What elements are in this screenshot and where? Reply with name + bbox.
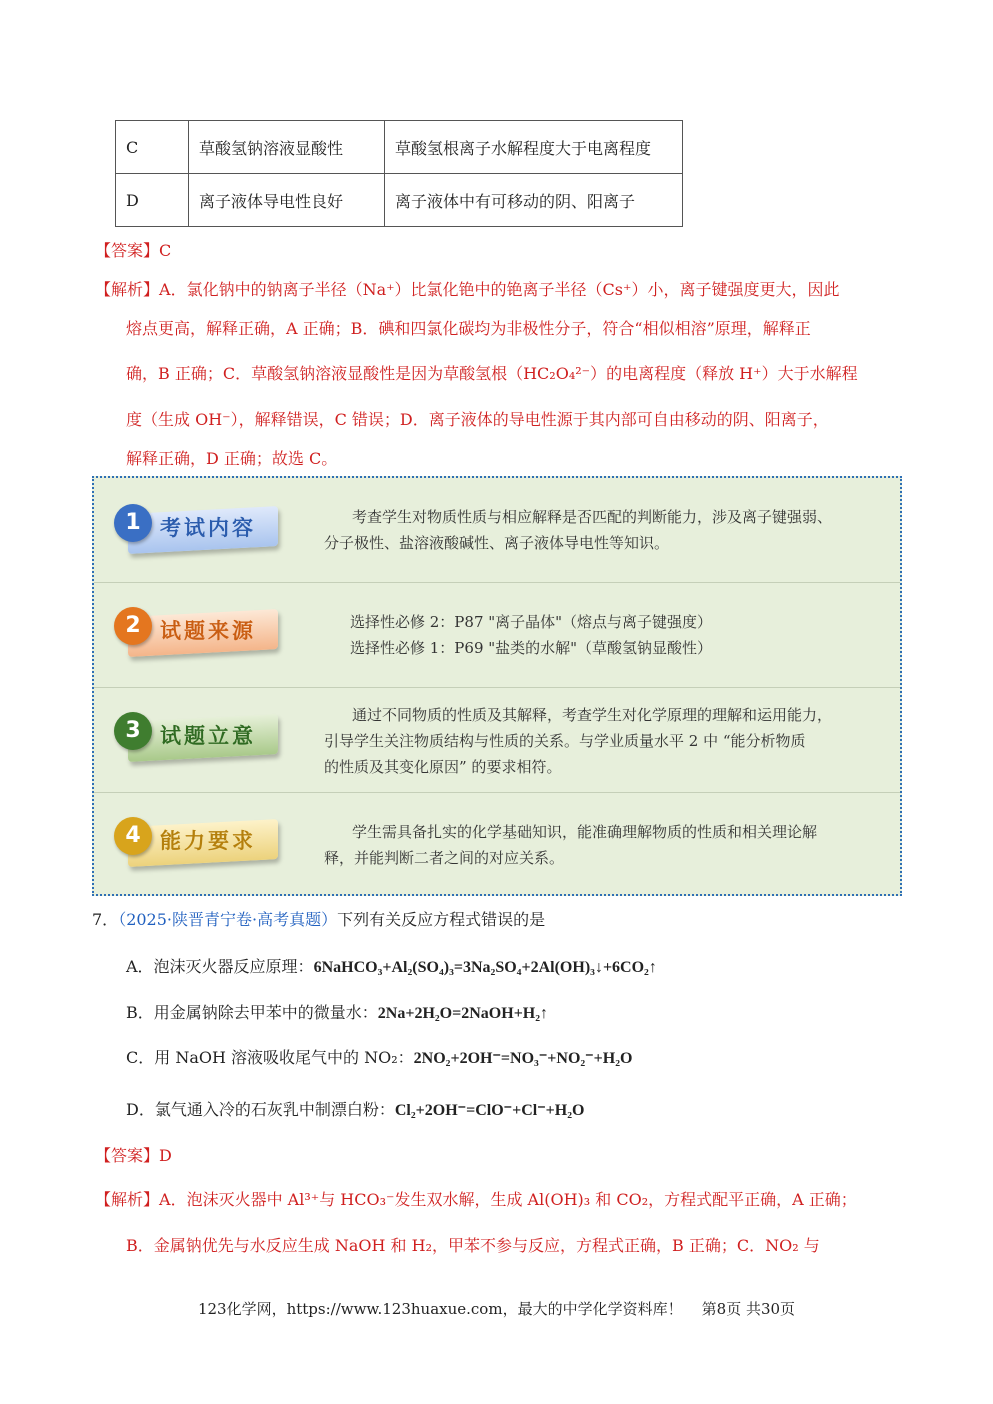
- section-text: 引导学生关注物质结构与性质的关系。与学业质量水平 2 中 “能分析物质 的性质及其变化原因” 的要求相符。: [324, 732, 806, 776]
- section-number: 2: [114, 607, 152, 645]
- section-intent: [94, 687, 900, 793]
- q7-option-c: C．用 NaOH 溶液吸收尾气中的 NO₂：2NO₂+2OH⁻=NO₃⁻+NO₂⁻+H₂O: [126, 1048, 633, 1067]
- footer-site-link[interactable]: 123化学网，https://www.123huaxue.com，最大的中学化学资料库！: [197, 1300, 683, 1318]
- table-cell-fact: 离子液体导电性良好: [189, 174, 385, 227]
- equation: Cl₂+2OH⁻=ClO⁻+Cl⁻+H₂O: [394, 1102, 585, 1119]
- section-badge: [114, 710, 279, 764]
- equation: 2NO₂+2OH⁻=NO₃⁻+NO₂⁻+H₂O: [413, 1050, 633, 1067]
- table-cell-fact: 草酸氢钠溶液显酸性: [189, 121, 385, 174]
- section-number: 3: [114, 712, 152, 750]
- options-table: [115, 120, 683, 227]
- section-text: 分子极性、盐溶液酸碱性、离子液体导电性等知识。: [324, 534, 670, 552]
- page-number: 第8页 共30页: [701, 1300, 796, 1318]
- section-text: 学生需具备扎实的化学基础知识，能准确理解物质的性质和相关理论解: [352, 823, 818, 841]
- section-title: 试题立意: [160, 724, 256, 748]
- q7-option-d: D．氯气通入冷的石灰乳中制漂白粉：Cl₂+2OH⁻=ClO⁻+Cl⁻+H₂O: [126, 1100, 585, 1119]
- section-title: 试题来源: [160, 619, 256, 643]
- q6-analysis-line: 度（生成 OH⁻），解释错误，C 错误；D．离子液体的导电性源于其内部可自由移动的阴、阳离子，: [126, 410, 829, 429]
- section-text: 选择性必修 2：P87 "离子晶体"（熔点与离子键强度） 选择性必修 1：P69 "盐类的水解"（草酸氢钠显酸性）: [350, 613, 713, 657]
- q7-option-b: B．用金属钠除去甲苯中的微量水：2Na+2H₂O=2NaOH+H₂↑: [126, 1003, 549, 1022]
- section-exam-content: [94, 478, 900, 582]
- page-footer: [0, 1298, 993, 1319]
- answer-value: D: [159, 1146, 172, 1165]
- answer-label: 【答案】: [95, 241, 160, 260]
- table-cell-option: D: [116, 174, 189, 227]
- question-number: 7．: [92, 910, 119, 929]
- section-title: 考试内容: [160, 516, 256, 540]
- question-text: 下列有关反应方程式错误的是: [337, 910, 546, 929]
- q7-option-a: A．泡沫灭火器反应原理：6NaHCO₃+Al₂(SO₄)₃=3Na₂SO₄+2Al(OH)₃↓+6CO₂↑: [126, 957, 657, 976]
- section-ability: [94, 792, 900, 895]
- q6-analysis-line: 熔点更高，解释正确，A 正确；B．碘和四氯化碳均为非极性分子，符合“相似相溶”原理，解释正: [126, 319, 811, 338]
- analysis-text: A．泡沫灭火器中 Al³⁺与 HCO₃⁻发生双水解，生成 Al(OH)₃ 和 CO₂，方程式配平正确，A 正确；: [159, 1190, 857, 1209]
- question-source: （2025·陕晋青宁卷·高考真题）: [118, 910, 338, 929]
- exam-analysis-box: [92, 476, 902, 896]
- analysis-label: 【解析】: [95, 280, 160, 299]
- section-text: 考查学生对物质性质与相应解释是否匹配的判断能力，涉及离子键强弱、: [352, 508, 833, 526]
- table-cell-reason: 离子液体中有可移动的阴、阳离子: [385, 174, 683, 227]
- analysis-label: 【解析】: [95, 1190, 160, 1209]
- section-badge: [114, 502, 279, 556]
- equation: 6NaHCO₃+Al₂(SO₄)₃=3Na₂SO₄+2Al(OH)₃↓+6CO₂↑: [313, 959, 657, 976]
- equation: 2Na+2H₂O=2NaOH+H₂↑: [377, 1005, 549, 1022]
- section-badge: [114, 605, 279, 659]
- section-number: 4: [114, 817, 152, 855]
- q7-answer: [95, 1143, 172, 1166]
- section-source: [94, 582, 900, 688]
- q6-answer: [95, 238, 171, 261]
- q7-stem: [92, 907, 545, 930]
- section-title: 能力要求: [160, 829, 256, 853]
- q7-analysis-line: B．金属钠优先与水反应生成 NaOH 和 H₂，甲苯不参与反应，方程式正确，B 正确；C．NO₂ 与: [126, 1236, 820, 1255]
- q7-analysis-line: [95, 1187, 857, 1210]
- table-row: [116, 174, 683, 227]
- section-text: 通过不同物质的性质及其解释，考查学生对化学原理的理解和运用能力，: [352, 706, 833, 724]
- table-cell-option: C: [116, 121, 189, 174]
- table-row: [116, 121, 683, 174]
- q6-analysis-line: 确，B 正确；C．草酸氢钠溶液显酸性是因为草酸氢根（HC₂O₄²⁻）的电离程度（释放 H⁺）大于水解程: [126, 364, 858, 383]
- q6-analysis-line: [95, 277, 839, 300]
- table-cell-reason: 草酸氢根离子水解程度大于电离程度: [385, 121, 683, 174]
- section-badge: [114, 815, 279, 869]
- answer-value: C: [159, 241, 172, 260]
- q6-analysis-line: 解释正确，D 正确；故选 C。: [126, 449, 338, 468]
- answer-label: 【答案】: [95, 1146, 160, 1165]
- section-text: 释，并能判断二者之间的对应关系。: [324, 849, 565, 867]
- analysis-text: A．氯化钠中的钠离子半径（Na⁺）比氯化铯中的铯离子半径（Cs⁺）小，离子键强度更大，因此: [159, 280, 840, 299]
- section-number: 1: [114, 504, 152, 542]
